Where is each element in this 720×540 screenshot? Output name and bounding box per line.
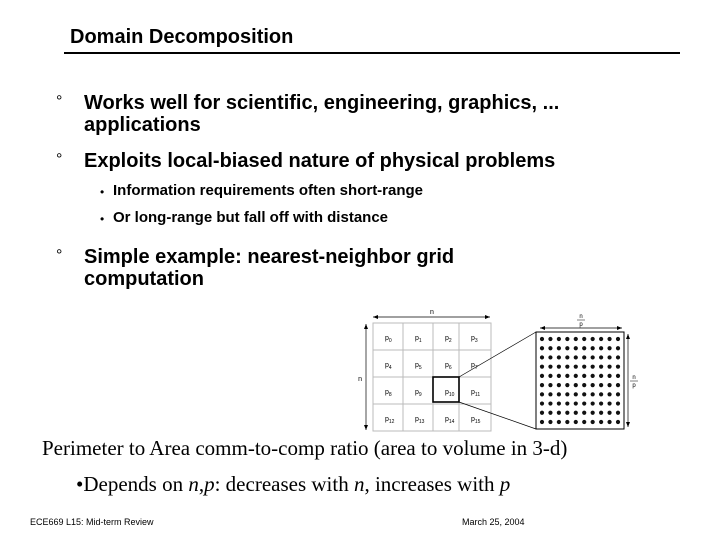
frac-right-den: p	[632, 383, 636, 389]
bullet-1-line1: Works well for scientific, engineering, graphics, ...	[84, 92, 560, 114]
bullet-1-line2: applications	[84, 114, 201, 136]
grid-point	[582, 420, 586, 424]
grid-point	[591, 374, 595, 378]
bullet-mark: °	[56, 93, 63, 110]
cell-label: $p_{14}$	[445, 416, 455, 425]
grid-point	[565, 346, 569, 350]
grid-point	[574, 383, 578, 387]
grid-point	[616, 401, 620, 405]
grid-point	[540, 355, 544, 359]
bullet-mark: °	[56, 247, 63, 264]
grid-point	[599, 401, 603, 405]
grid-point	[574, 374, 578, 378]
sub-bullet-mark: •	[100, 185, 105, 199]
grid-point	[582, 392, 586, 396]
grid-point	[599, 365, 603, 369]
cell-label: $p_9$	[415, 389, 422, 398]
grid-point	[540, 392, 544, 396]
grid-point	[582, 383, 586, 387]
grid-point	[582, 374, 586, 378]
grid-point	[591, 355, 595, 359]
grid-point	[557, 392, 561, 396]
grid-point	[599, 411, 603, 415]
grid-point	[548, 411, 552, 415]
grid-point	[557, 401, 561, 405]
grid-point	[616, 374, 620, 378]
bullet-3-line1: Simple example: nearest-neighbor grid	[84, 246, 455, 268]
frac-right-num: n	[632, 375, 636, 381]
grid-point	[557, 346, 561, 350]
grid-point	[591, 346, 595, 350]
grid-decomposition-figure	[340, 302, 660, 434]
cell-label: $p_{12}$	[385, 416, 395, 425]
grid-point	[599, 355, 603, 359]
grid-point	[548, 365, 552, 369]
grid-point	[591, 383, 595, 387]
grid-point	[574, 355, 578, 359]
grid-point	[540, 401, 544, 405]
cell-label: $p_5$	[415, 362, 422, 371]
grid-point	[582, 355, 586, 359]
cell-label: $p_{13}$	[415, 416, 425, 425]
grid-point	[607, 365, 611, 369]
cell-label: $p_0$	[385, 335, 392, 344]
grid-point	[616, 383, 620, 387]
grid-point	[565, 355, 569, 359]
grid-point	[557, 420, 561, 424]
grid-point	[565, 374, 569, 378]
grid-point	[557, 411, 561, 415]
grid-point	[557, 337, 561, 341]
grid-point	[574, 392, 578, 396]
cell-label: $p_{10}$	[445, 389, 455, 398]
grid-point	[557, 383, 561, 387]
grid-point	[540, 420, 544, 424]
grid-point	[599, 337, 603, 341]
grid-point	[540, 374, 544, 378]
grid-point	[557, 365, 561, 369]
grid-point	[591, 365, 595, 369]
grid-point	[591, 411, 595, 415]
grid-point	[574, 420, 578, 424]
cell-label: $p_{15}$	[471, 416, 481, 425]
bullet-3-line2: computation	[84, 268, 204, 290]
grid-point	[548, 346, 552, 350]
grid-point	[565, 392, 569, 396]
grid-point	[582, 346, 586, 350]
grid-point	[574, 401, 578, 405]
depends-text-c: , increases with	[364, 472, 500, 496]
grid-point	[616, 365, 620, 369]
depends-n1: n	[188, 472, 199, 496]
grid-point	[616, 420, 620, 424]
grid-point	[607, 420, 611, 424]
grid-point	[582, 365, 586, 369]
grid-point	[607, 383, 611, 387]
cell-label: $p_1$	[415, 335, 422, 344]
grid-point	[574, 346, 578, 350]
n-label-top: n	[430, 309, 434, 316]
frac-top-den: p	[579, 322, 583, 328]
depends-text-b: : decreases with	[214, 472, 354, 496]
grid-point	[565, 401, 569, 405]
grid-point	[565, 420, 569, 424]
grid-point	[616, 346, 620, 350]
cell-label: $p_3$	[471, 335, 478, 344]
grid-point	[574, 337, 578, 341]
depends-line	[76, 472, 510, 497]
grid-point	[582, 337, 586, 341]
grid-point	[591, 392, 595, 396]
grid-point	[565, 365, 569, 369]
grid-point	[616, 355, 620, 359]
bullet-1	[84, 92, 559, 136]
cell-label: $p_{11}$	[471, 389, 481, 398]
grid-point	[607, 374, 611, 378]
sub-bullet-1: Information requirements often short-range	[113, 182, 424, 199]
grid-point	[607, 401, 611, 405]
grid-point	[607, 346, 611, 350]
depends-p1: p	[204, 472, 215, 496]
grid-point	[565, 337, 569, 341]
grid-point	[599, 374, 603, 378]
grid-point	[540, 346, 544, 350]
grid-point	[574, 365, 578, 369]
grid-point	[599, 383, 603, 387]
grid-point	[616, 337, 620, 341]
grid-point	[557, 355, 561, 359]
grid-point	[591, 337, 595, 341]
bullet-2: Exploits local-biased nature of physical problems	[84, 150, 556, 172]
grid-point	[607, 392, 611, 396]
depends-comma: ,	[198, 472, 205, 496]
slide-title: Domain Decomposition	[70, 26, 294, 48]
grid-point	[540, 383, 544, 387]
cell-label: $p_6$	[445, 362, 452, 371]
depends-mark: •	[76, 472, 84, 496]
bullet-mark: °	[56, 151, 63, 168]
grid-point	[599, 346, 603, 350]
cell-label: $p_2$	[445, 335, 452, 344]
sub-bullet-mark: •	[100, 212, 105, 226]
grid-point	[557, 374, 561, 378]
grid-point	[540, 337, 544, 341]
depends-p2: p	[499, 472, 511, 496]
cell-label: $p_4$	[385, 362, 392, 371]
perimeter-ratio-text: Perimeter to Area comm-to-comp ratio (area to volume in 3-d)	[42, 436, 568, 460]
grid-point	[607, 337, 611, 341]
grid-point	[548, 355, 552, 359]
grid-point	[548, 337, 552, 341]
grid-point	[565, 411, 569, 415]
bullet-3	[84, 246, 454, 290]
grid-point	[616, 411, 620, 415]
grid-point	[607, 411, 611, 415]
grid-point	[607, 355, 611, 359]
depends-n2: n	[353, 472, 365, 496]
title-underline	[64, 52, 680, 54]
grid-point	[616, 392, 620, 396]
cell-label: $p_7$	[471, 362, 478, 371]
grid-point	[540, 411, 544, 415]
cell-label: $p_8$	[385, 389, 392, 398]
grid-point	[591, 420, 595, 424]
grid-point	[548, 392, 552, 396]
grid-point	[565, 383, 569, 387]
frac-top-num: n	[579, 314, 583, 320]
grid-point	[548, 420, 552, 424]
grid-point	[599, 392, 603, 396]
footer-date: March 25, 2004	[462, 517, 525, 527]
sub-bullet-2: Or long-range but fall off with distance	[113, 209, 389, 226]
grid-point	[582, 401, 586, 405]
footer-course: ECE669 L15: Mid-term Review	[30, 517, 154, 527]
grid-point	[591, 401, 595, 405]
grid-point	[548, 383, 552, 387]
grid-point	[548, 374, 552, 378]
grid-point	[540, 365, 544, 369]
n-label-left: n	[358, 376, 362, 383]
grid-point	[548, 401, 552, 405]
depends-text-a: Depends on	[83, 472, 189, 496]
grid-point	[599, 420, 603, 424]
grid-point	[582, 411, 586, 415]
grid-point	[574, 411, 578, 415]
